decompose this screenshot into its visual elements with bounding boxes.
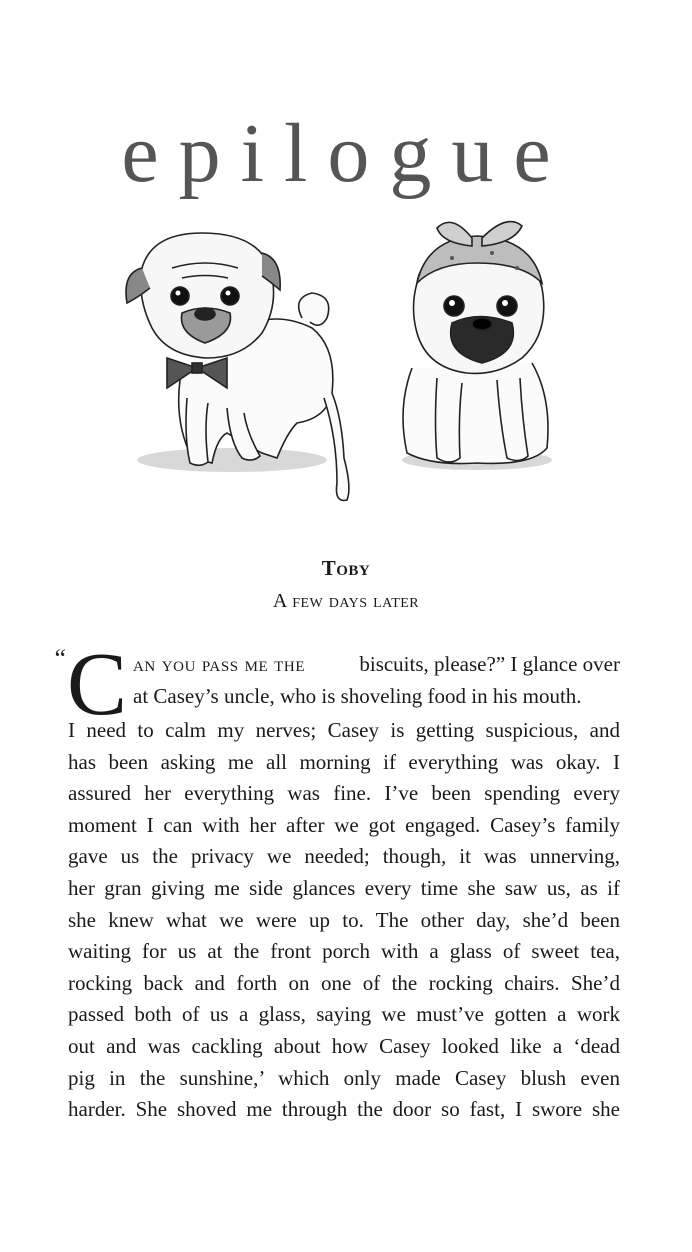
timeframe: A few days later xyxy=(272,590,420,612)
drop-cap: C xyxy=(67,635,128,734)
body-line: gave us the privacy we needed; though, it was unnerving, xyxy=(68,844,620,869)
pug-with-bowtie-icon xyxy=(126,233,349,500)
small-caps-lead: an you pass me the xyxy=(133,652,306,676)
chapter-title: epilogue xyxy=(121,107,571,200)
narrator-name: Toby xyxy=(321,556,371,580)
line2-text: at Casey’s uncle, who is shoveling food in his mouth. xyxy=(133,684,582,708)
body-line: out and was cackling about how Casey looked like a ‘dead xyxy=(68,1033,620,1058)
open-quote: “ xyxy=(52,644,67,673)
body-line: assured her everything was fine. I’ve been spending every xyxy=(68,781,620,806)
body-line: waiting for us at the front porch with a glass of sweet tea, xyxy=(68,939,620,964)
body-line: she knew what we were up to. The other day, she’d been xyxy=(68,907,620,932)
line1-rest: biscuits, please?” I glance over xyxy=(359,652,620,676)
pug-with-headscarf-icon xyxy=(402,222,552,470)
body-line: harder. She shoved me through the door so fast, I swore she xyxy=(68,1097,620,1122)
body-line: passed both of us a glass, saying we must’ve gotten a work xyxy=(68,1002,620,1027)
pugs-illustration xyxy=(112,218,572,518)
paragraph-line-1 xyxy=(133,652,620,677)
body-line: her gran giving me side glances every time she saw us, as if xyxy=(68,875,620,900)
body-line: moment I can with her after we got engaged. Casey’s family xyxy=(68,812,620,837)
body-line: rocking back and forth on one of the rocking chairs. She’d xyxy=(68,970,620,995)
paragraph-line-2 xyxy=(133,684,620,709)
body-line: I need to calm my nerves; Casey is getting suspicious, and xyxy=(68,718,620,742)
body-line: pig in the sunshine,’ which only made Casey blush even xyxy=(68,1065,620,1090)
body-paragraph xyxy=(68,715,620,1126)
body-line: has been asking me all morning if everything was okay. I xyxy=(68,749,620,774)
